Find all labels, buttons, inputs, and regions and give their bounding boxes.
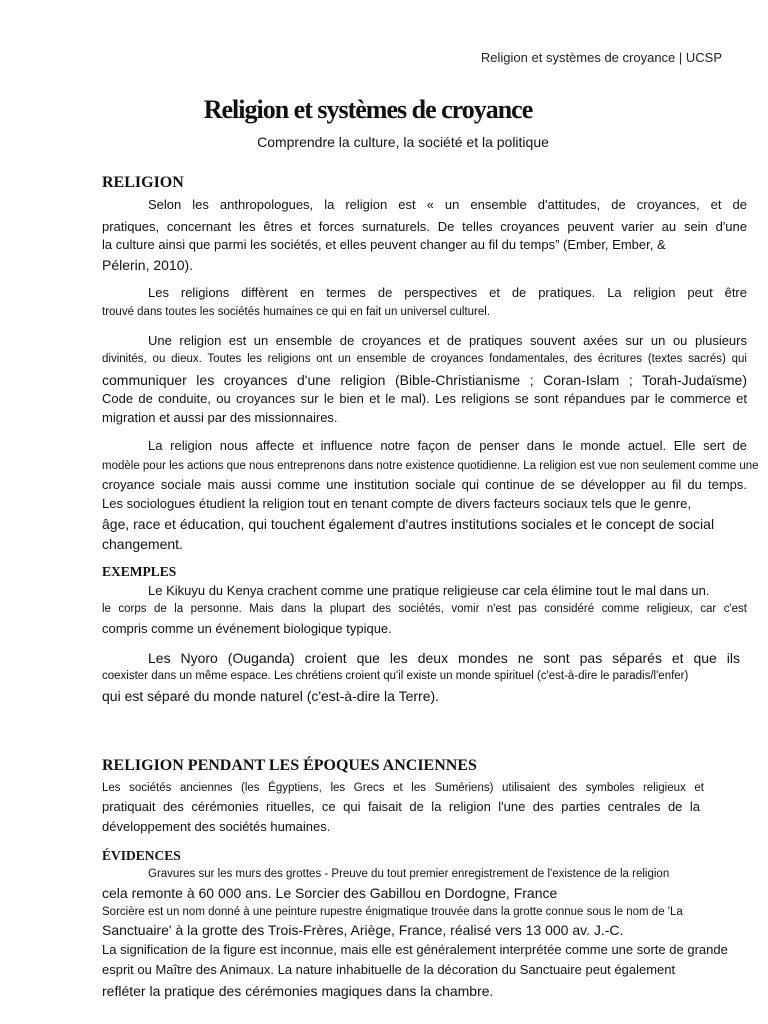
document-title: Religion et systèmes de croyance (203, 95, 533, 124)
text-line: Les religions diffèrent en termes de perspectives et de pratiques. La religion peut être (148, 285, 747, 300)
text-line: la culture ainsi que parmi les sociétés, et elles peuvent changer au fil du temps” (Ember, Ember, & (102, 237, 666, 252)
text-line: divinités, ou dieux. Toutes les religions ont un ensemble de croyances fondamentales, des écritures (textes sacrés) qui (102, 353, 747, 365)
text-line: croyance sociale mais aussi comme une institution sociale qui continue de se développer au fil du temps. (102, 477, 747, 492)
text-line: Pélerin, 2010). (102, 257, 194, 273)
text-line: Sanctuaire' à la grotte des Trois-Frères, Ariège, France, réalisé vers 13 000 av. J.-C. (102, 922, 624, 938)
text-line: Les Nyoro (Ouganda) croient que les deux mondes ne sont pas séparés et que ils (148, 650, 740, 666)
section-heading-religion: RELIGION (102, 174, 184, 191)
text-line: le corps de la personne. Mais dans la plupart des sociétés, vomir n'est pas considéré comme religieux, car c'est (102, 603, 747, 615)
text-line: Selon les anthropologues, la religion est « un ensemble d'attitudes, de croyances, et de (148, 197, 747, 212)
text-line: Sorcière est un nom donné à une peinture rupestre énigmatique trouvée dans la grotte connue sous le nom de 'La (102, 906, 683, 918)
text-line: migration et aussi par des missionnaires. (102, 410, 338, 425)
section-heading-evidences: ÉVIDENCES (102, 848, 181, 863)
text-line: esprit ou Maître des Animaux. La nature inhabituelle de la décoration du Sanctuaire peut également (102, 962, 676, 977)
text-line: La religion nous affecte et influence notre façon de penser dans le monde actuel. Elle sert de (148, 438, 747, 453)
text-line: Gravures sur les murs des grottes - Preuve du tout premier enregistrement de l'existence de la religion (148, 868, 670, 880)
text-line: coexister dans un même espace. Les chrétiens croient qu'il existe un monde spirituel (c'est-à-dire le paradis/l'enfer) (102, 670, 689, 682)
text-line: compris comme un événement biologique typique. (102, 621, 392, 636)
text-line: trouvé dans toutes les sociétés humaines ce qui en fait un universel culturel. (102, 306, 491, 318)
text-line: communiquer les croyances d'une religion (Bible-Christianisme ; Coran-Islam ; Torah-Judaïsme) (102, 372, 747, 388)
text-line: Code de conduite, ou croyances sur le bien et le mal). Les religions se sont répandues par le commerce et (102, 391, 747, 406)
text-line: modèle pour les actions que nous entreprenons dans notre existence quotidienne. La religion est vue non seulement comme une (102, 460, 759, 472)
text-line: Le Kikuyu du Kenya crachent comme une pratique religieuse car cela élimine tout le mal dans un. (148, 583, 710, 598)
text-line: pratiques, concernant les êtres et forces surnaturels. De telles croyances peuvent varier au sein d'une (102, 219, 747, 234)
text-line: changement. (102, 536, 183, 552)
running-header: Religion et systèmes de croyance | UCSP (480, 50, 722, 65)
text-line: développement des sociétés humaines. (102, 819, 331, 834)
text-line: refléter la pratique des cérémonies magiques dans la chambre. (102, 983, 494, 999)
text-line: La signification de la figure est inconnue, mais elle est généralement interprétée comme une sorte de grande (102, 942, 728, 957)
text-line: Les sociétés anciennes (les Égyptiens, les Grecs et les Sumériens) utilisaient des symboles religieux et (102, 782, 704, 794)
section-heading-ancient: RELIGION PENDANT LES ÉPOQUES ANCIENNES (102, 757, 477, 774)
section-heading-exemples: EXEMPLES (102, 564, 177, 579)
text-line: qui est séparé du monde naturel (c'est-à-dire la Terre). (102, 688, 440, 704)
document-subtitle: Comprendre la culture, la société et la politique (257, 134, 549, 150)
text-line: Une religion est un ensemble de croyances et de pratiques souvent axées sur un ou plusieurs (148, 333, 747, 348)
text-line: Les sociologues étudient la religion tout en tenant compte de divers facteurs sociaux tels que le genre, (102, 496, 691, 511)
text-line: âge, race et éducation, qui touchent également d'autres institutions sociales et le concept de social (102, 516, 715, 532)
text-line: cela remonte à 60 000 ans. Le Sorcier des Gabillou en Dordogne, France (102, 885, 558, 901)
text-line: pratiquait des cérémonies rituelles, ce qui faisait de la religion l'une des parties centrales de la (102, 799, 700, 814)
